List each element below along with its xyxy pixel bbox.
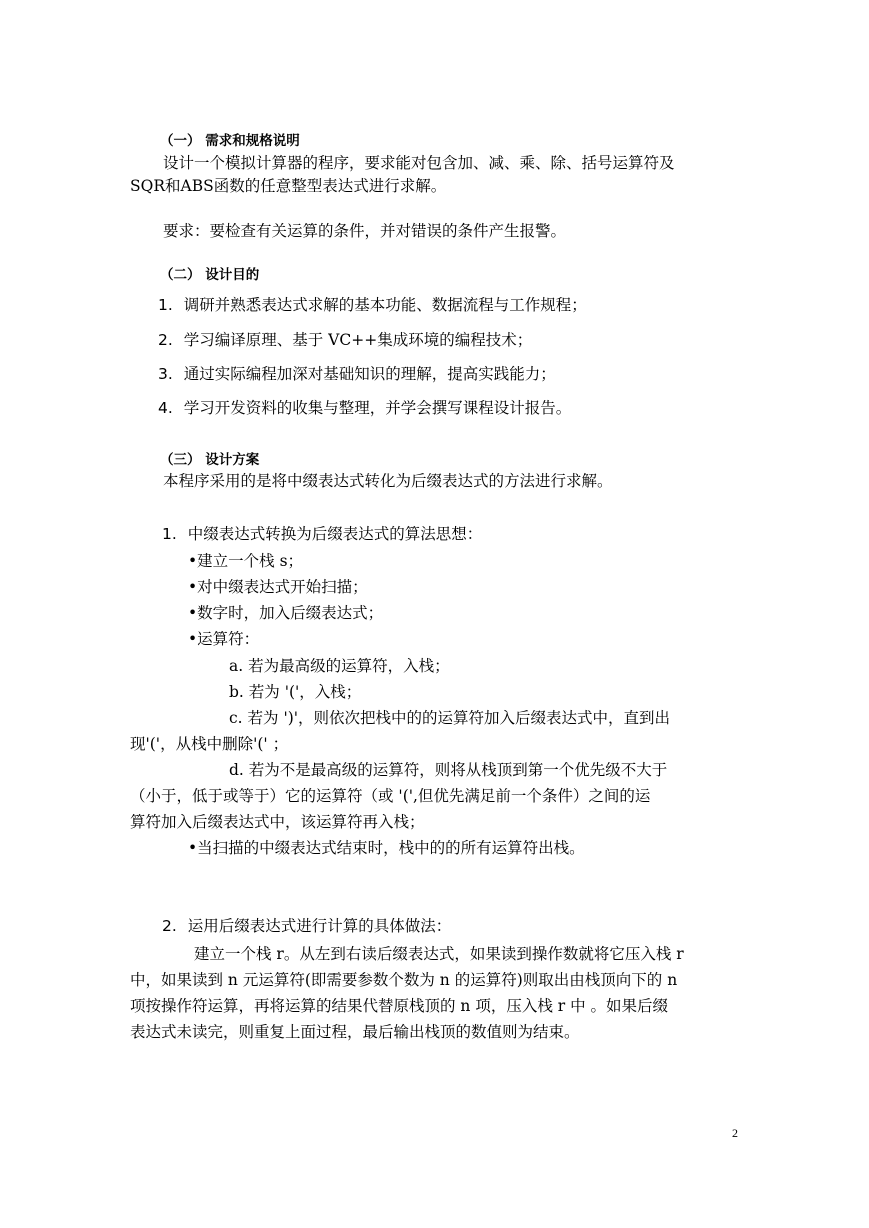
subsection1-title — [162, 524, 482, 544]
subsection1-number: 1. — [162, 525, 177, 543]
case-d-line3: 算符加入后缀表达式中，该运算符再入栈； — [130, 813, 425, 831]
section2-heading: （二） 设计目的 — [160, 267, 260, 283]
case-d-line2: （小于，低于或等于）它的运算符（或 '(',但优先满足前一个条件）之间的运 — [130, 787, 651, 805]
section3-heading: （三） 设计方案 — [160, 452, 260, 468]
subsection2-number: 2. — [162, 917, 177, 935]
subsection2-title — [162, 916, 451, 936]
section1-para-line2: SQR和ABS函数的任意整型表达式进行求解。 — [130, 177, 447, 195]
subsection2-para-line4: 表达式未读完，则重复上面过程，最后输出栈顶的数值则为结束。 — [130, 1023, 580, 1041]
section1-requirement: 要求：要检查有关运算的条件，并对错误的条件产生报警。 — [163, 222, 567, 240]
list-item-number: 2. — [158, 331, 173, 349]
subsection2-para-line1: 建立一个栈 r。从左到右读后缀表达式，如果读到操作数就将它压入栈 r — [194, 945, 684, 963]
list-item-number: 1. — [158, 296, 173, 314]
list-item-text: 学习编译原理、基于 VC++集成环境的编程技术； — [183, 331, 533, 349]
list-item-number: 4. — [158, 399, 173, 417]
subsection2-para-line3: 项按操作符运算，再将运算的结果代替原栈顶的 n 项，压入栈 r 中 。如果后缀 — [130, 997, 669, 1015]
list-item — [158, 295, 587, 315]
case-a: a. 若为最高级的运算符，入栈； — [229, 657, 450, 675]
case-c-line1: c. 若为 ')'，则依次把栈中的的运算符加入后缀表达式中，直到出 — [229, 709, 671, 727]
bullet-item: •当扫描的中缀表达式结束时，栈中的的所有运算符出栈。 — [188, 839, 585, 857]
list-item — [158, 330, 532, 350]
list-item — [158, 398, 571, 418]
list-item-text: 学习开发资料的收集与整理，并学会撰写课程设计报告。 — [183, 399, 572, 417]
case-c-line2: 现'('，从栈中删除'(' ； — [130, 735, 289, 753]
list-item-text: 通过实际编程加深对基础知识的理解，提高实践能力； — [183, 365, 556, 383]
section1-para-line1: 设计一个模拟计算器的程序，要求能对包含加、减、乘、除、括号运算符及 — [163, 154, 675, 172]
subsection2-para-line2: 中，如果读到 n 元运算符(即需要参数个数为 n 的运算符)则取出由栈顶向下的 n — [130, 971, 678, 989]
bullet-item: •对中缀表达式开始扫描； — [188, 578, 368, 596]
case-d-line1: d. 若为不是最高级的运算符，则将从栈顶到第一个优先级不大于 — [229, 761, 668, 779]
bullet-item: •数字时，加入后缀表达式； — [188, 604, 384, 622]
page-number: 2 — [732, 1126, 738, 1140]
list-item-number: 3. — [158, 365, 173, 383]
bullet-item: •运算符： — [188, 630, 260, 648]
case-b: b. 若为 '('，入栈； — [229, 683, 362, 701]
subsection2-title-text: 运用后缀表达式进行计算的具体做法： — [187, 917, 452, 935]
section3-intro: 本程序采用的是将中缀表达式转化为后缀表达式的方法进行求解。 — [163, 472, 613, 490]
subsection1-title-text: 中缀表达式转换为后缀表达式的算法思想： — [187, 525, 483, 543]
section1-heading: （一） 需求和规格说明 — [160, 133, 300, 149]
list-item-text: 调研并熟悉表达式求解的基本功能、数据流程与工作规程； — [183, 296, 587, 314]
bullet-item: •建立一个栈 s； — [188, 552, 304, 570]
list-item — [158, 364, 556, 384]
